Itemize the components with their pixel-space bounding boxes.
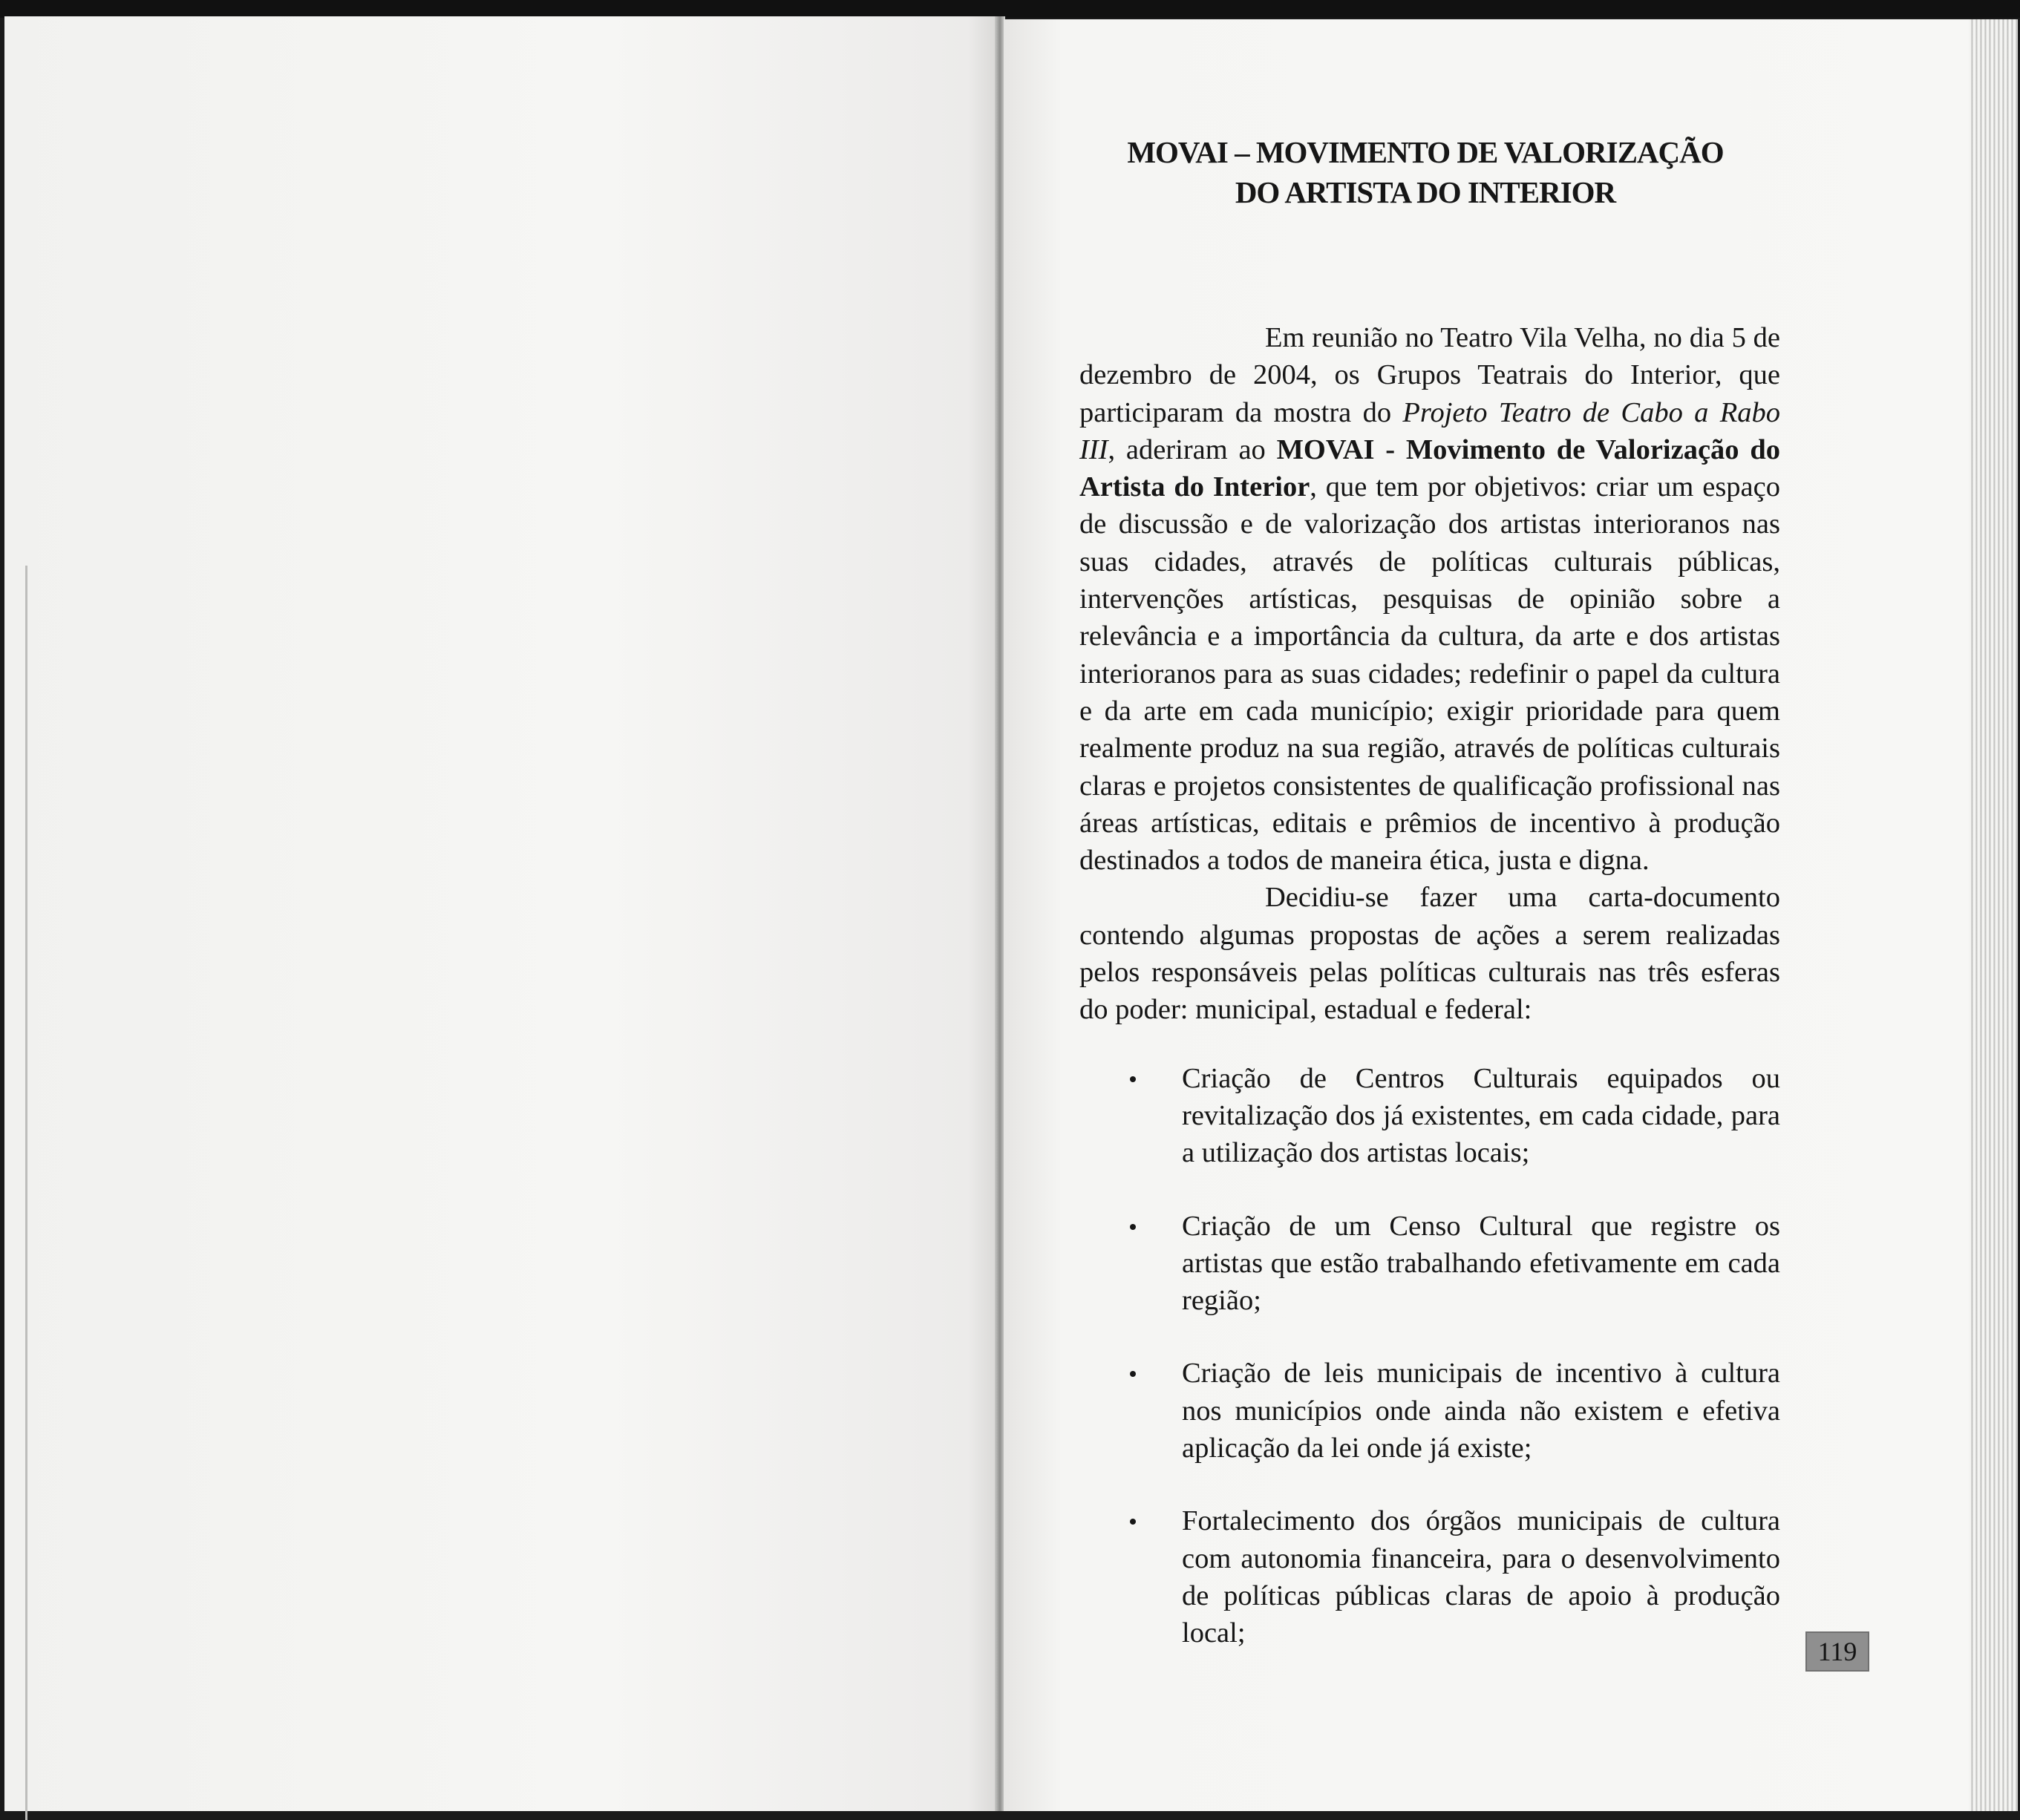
body-text (1079, 319, 1780, 1688)
list-item-text: Fortalecimento dos órgãos municipais de cultura com autonomia financeira, para o desenvolvimento de políticas públicas claras de apoio à produção local; (1182, 1505, 1780, 1649)
connector-text: , aderiram ao (1108, 433, 1277, 465)
list-item-text: Criação de leis municipais de incentivo à cultura nos municípios onde ainda não existem e efetiva aplicação da lei onde já existe; (1182, 1358, 1780, 1464)
page-number: 119 (1805, 1631, 1869, 1672)
movement-name: MOVAI - Movimento de Valorização do Artista do Interior (1079, 433, 1780, 503)
bullet-icon (1130, 1371, 1136, 1377)
list-item-text: Criação de um Censo Cultural que registre os artistas que estão trabalhando efetivamente em cada região; (1182, 1210, 1780, 1317)
project-name: Projeto Teatro de Cabo a Rabo III (1079, 396, 1780, 465)
bullet-icon (1130, 1076, 1136, 1082)
intro-text: Em reunião no Teatro Vila Velha, no dia 5 de dezembro de 2004, os Grupos Teatrais do Interior, que participaram da mostra do (1079, 322, 1780, 428)
proposal-list (1079, 1060, 1780, 1652)
list-item (1079, 1208, 1780, 1320)
list-item (1079, 1060, 1780, 1172)
list-item (1079, 1355, 1780, 1467)
scan-background (0, 0, 2020, 18)
page-edges (1969, 19, 2018, 1811)
list-item (1079, 1502, 1780, 1652)
bullet-icon (1130, 1519, 1136, 1525)
list-item-text: Criação de Centros Culturais equipados ou revitalização dos já existentes, em cada cidade, para a utilização dos artistas locais; (1182, 1062, 1780, 1169)
paragraph-intro (1079, 319, 1780, 879)
left-page-blank (4, 16, 998, 1811)
chapter-title (1032, 132, 1819, 212)
objectives-text: , que tem por objetivos: criar um espaço de discussão e de valorização dos artistas interioranos nas suas cidades, através de políticas culturais públicas, intervenções artísticas, pesquisas de opinião sobre a relevância e a importância da cultura, da arte e dos artistas interioranos para as suas cidades; redefinir o papel da cultura e da arte em cada município; exigir prioridade para quem realmente produz na sua região, através de políticas culturais claras e projetos consistentes de qualificação profissional nas áreas artísticas, editais e prêmios de incentivo à produção destinados a todos de maneira ética, justa e digna. (1079, 471, 1780, 877)
title-line-1: MOVAI – MOVIMENTO DE VALORIZAÇÃO (1127, 135, 1724, 169)
paragraph-decision: Decidiu-se fazer uma carta-documento contendo algumas propostas de ações a serem realizadas pelos responsáveis pelas políticas culturais nas três esferas do poder: municipal, estadual e federal: (1079, 882, 1780, 1026)
bullet-icon (1130, 1224, 1136, 1230)
title-line-2: DO ARTISTA DO INTERIOR (1235, 175, 1616, 209)
